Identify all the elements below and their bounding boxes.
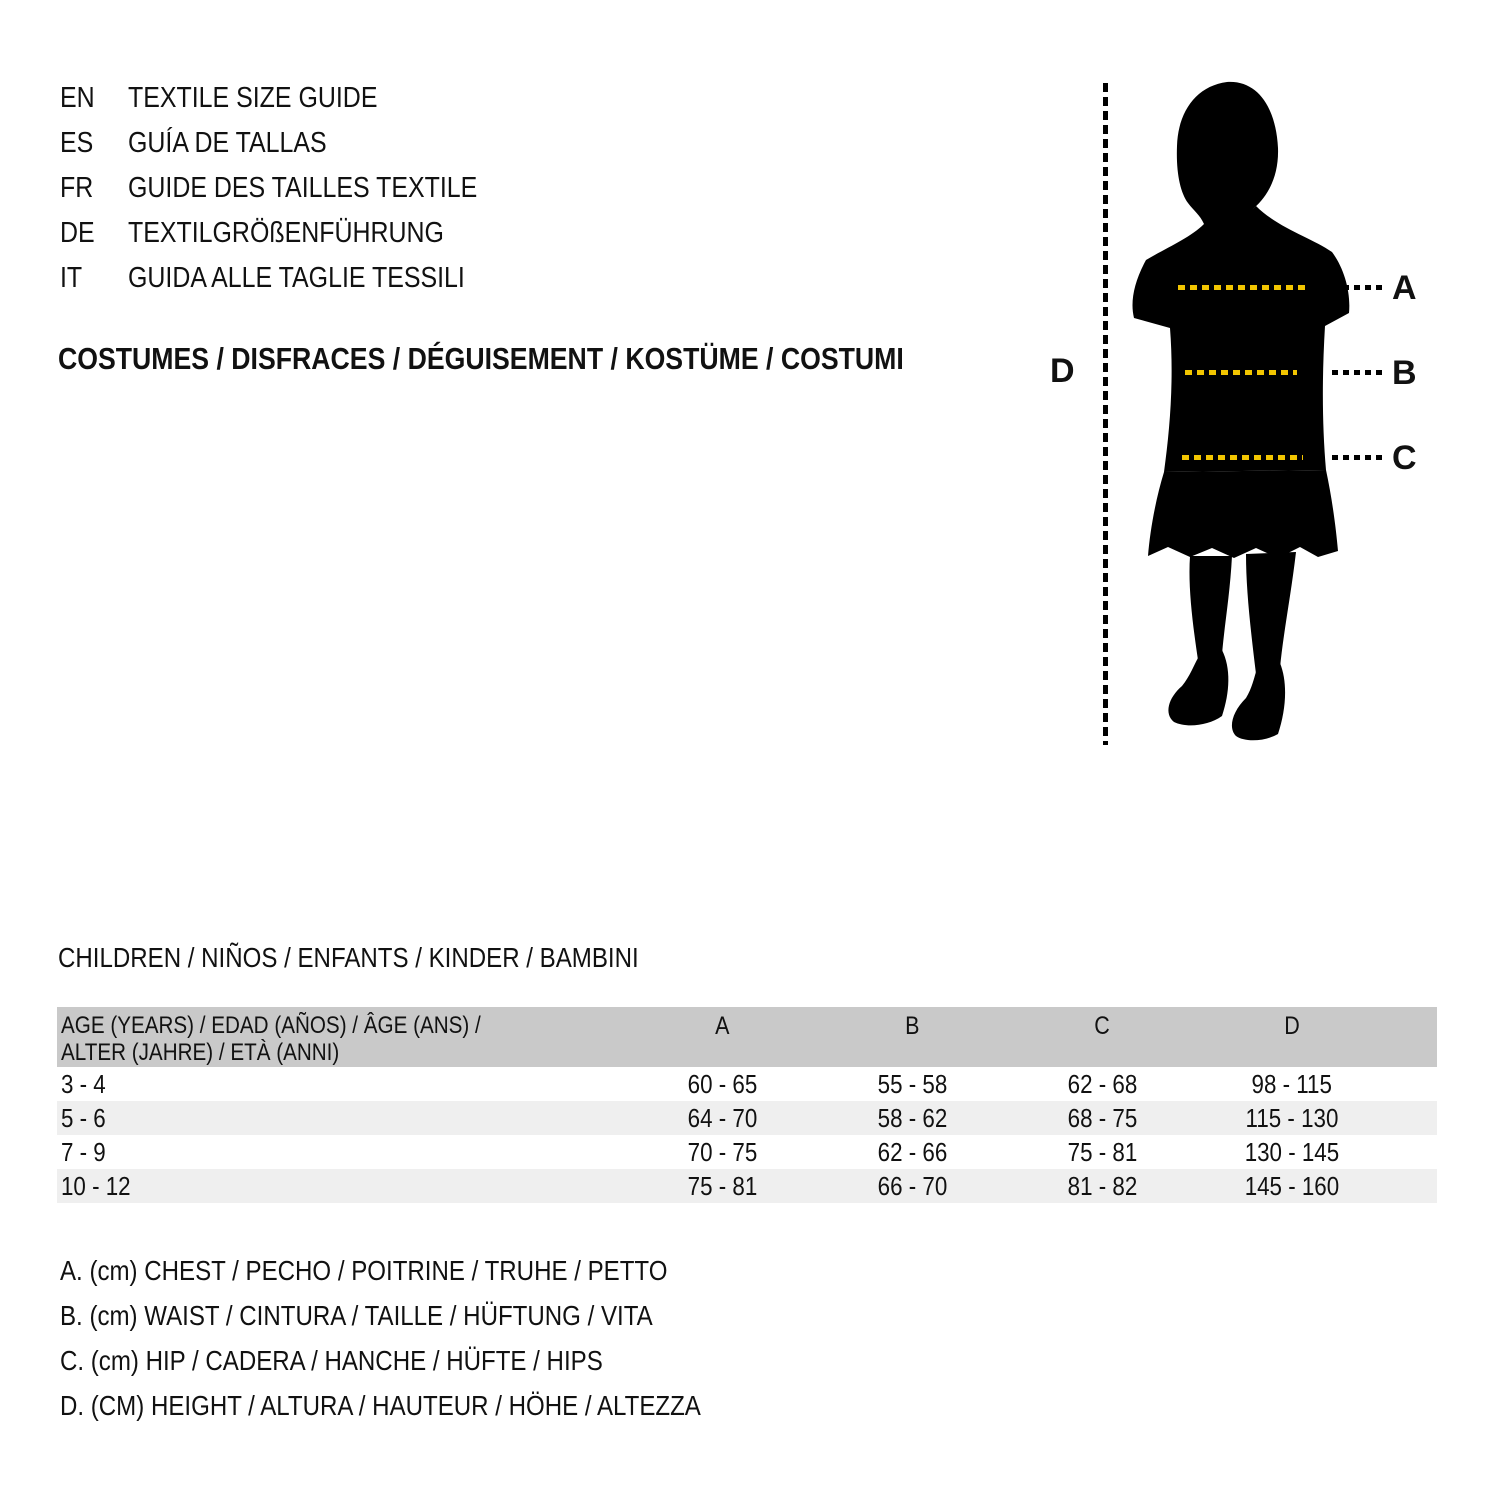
chest-cell: 60 - 65: [687, 1068, 757, 1099]
language-row-it: [60, 256, 534, 301]
table-row: [57, 1101, 1437, 1135]
height-dashed-line: [1103, 83, 1108, 745]
table-section-title: CHILDREN / NIÑOS / ENFANTS / KINDER / BAMBINI: [58, 942, 639, 973]
table-row: [57, 1169, 1437, 1203]
language-code: EN: [60, 82, 95, 114]
language-list: [60, 76, 534, 301]
chest-cell: 70 - 75: [687, 1136, 757, 1167]
hip-measure-line: [1182, 455, 1303, 460]
category-title: COSTUMES / DISFRACES / DÉGUISEMENT / KOSTÜME / COSTUMI: [58, 341, 904, 376]
legend-item-height: D. (CM) HEIGHT / ALTURA / HAUTEUR / HÖHE / ALTEZZA: [60, 1389, 701, 1421]
hip-cell: 81 - 82: [1067, 1170, 1137, 1201]
column-header-c: C: [1007, 1007, 1197, 1067]
waist-measure-line: [1185, 370, 1297, 375]
age-cell: 7 - 9: [61, 1136, 106, 1167]
hip-cell: 75 - 81: [1067, 1136, 1137, 1167]
hip-connector-dots: [1332, 455, 1382, 460]
height-cell: 98 - 115: [1251, 1068, 1333, 1099]
language-title: GUIDE DES TAILLES TEXTILE: [128, 172, 478, 204]
age-column-header: AGE (YEARS) / EDAD (AÑOS) / ÂGE (ANS) / ALTER (JAHRE) / ETÀ (ANNI): [57, 1007, 627, 1067]
silhouette-left-shoe: [1168, 650, 1228, 725]
measurement-legend: [60, 1248, 805, 1428]
measurement-figure: [1040, 75, 1480, 770]
hip-cell: 68 - 75: [1067, 1102, 1137, 1133]
age-cell: 5 - 6: [61, 1102, 106, 1133]
height-cell: 130 - 145: [1244, 1136, 1340, 1167]
silhouette-right-leg: [1246, 552, 1296, 674]
silhouette-left-leg: [1189, 556, 1232, 660]
legend-item-chest: A. (cm) CHEST / PECHO / POITRINE / TRUHE / PETTO: [60, 1254, 668, 1286]
size-table: [57, 1007, 1437, 1203]
language-code: DE: [60, 217, 95, 249]
language-title: TEXTILGRÖßENFÜHRUNG: [128, 217, 444, 249]
language-row-es: [60, 121, 534, 166]
waist-cell: 58 - 62: [877, 1102, 947, 1133]
table-row: [57, 1135, 1437, 1169]
chest-measure-line: [1178, 285, 1306, 290]
language-title: TEXTILE SIZE GUIDE: [128, 82, 378, 114]
table-row: [57, 1067, 1437, 1101]
hip-cell: 62 - 68: [1067, 1068, 1137, 1099]
height-cell: 145 - 160: [1244, 1170, 1340, 1201]
child-silhouette: [1128, 80, 1388, 745]
hip-label-c: C: [1392, 439, 1417, 477]
chest-cell: 75 - 81: [687, 1170, 757, 1201]
language-row-en: [60, 76, 534, 121]
table-header-row: [57, 1007, 1437, 1067]
chest-cell: 64 - 70: [687, 1102, 757, 1133]
waist-connector-dots: [1332, 370, 1382, 375]
language-row-fr: [60, 166, 534, 211]
chest-label-a: A: [1392, 269, 1417, 307]
column-header-d: D: [1197, 1007, 1437, 1067]
language-title: GUIDA ALLE TAGLIE TESSILI: [128, 262, 465, 294]
legend-item-waist: B. (cm) WAIST / CINTURA / TAILLE / HÜFTUNG / VITA: [60, 1299, 653, 1331]
waist-cell: 66 - 70: [877, 1170, 947, 1201]
language-row-de: [60, 211, 534, 256]
silhouette-right-shoe: [1232, 663, 1285, 740]
legend-item-hip: C. (cm) HIP / CADERA / HANCHE / HÜFTE / HIPS: [60, 1344, 603, 1376]
age-cell: 10 - 12: [61, 1170, 131, 1201]
age-cell: 3 - 4: [61, 1068, 106, 1099]
waist-label-b: B: [1392, 354, 1417, 392]
language-code: ES: [60, 127, 94, 159]
language-code: FR: [60, 172, 94, 204]
chest-connector-dots: [1332, 285, 1382, 290]
language-title: GUÍA DE TALLAS: [128, 127, 327, 159]
waist-cell: 62 - 66: [877, 1136, 947, 1167]
height-cell: 115 - 130: [1245, 1102, 1339, 1133]
language-code: IT: [60, 262, 83, 294]
height-label-d: D: [1050, 352, 1075, 390]
waist-cell: 55 - 58: [877, 1068, 947, 1099]
silhouette-shorts: [1148, 470, 1338, 558]
column-header-b: B: [817, 1007, 1007, 1067]
silhouette-torso: [1133, 206, 1350, 472]
column-header-a: A: [627, 1007, 817, 1067]
